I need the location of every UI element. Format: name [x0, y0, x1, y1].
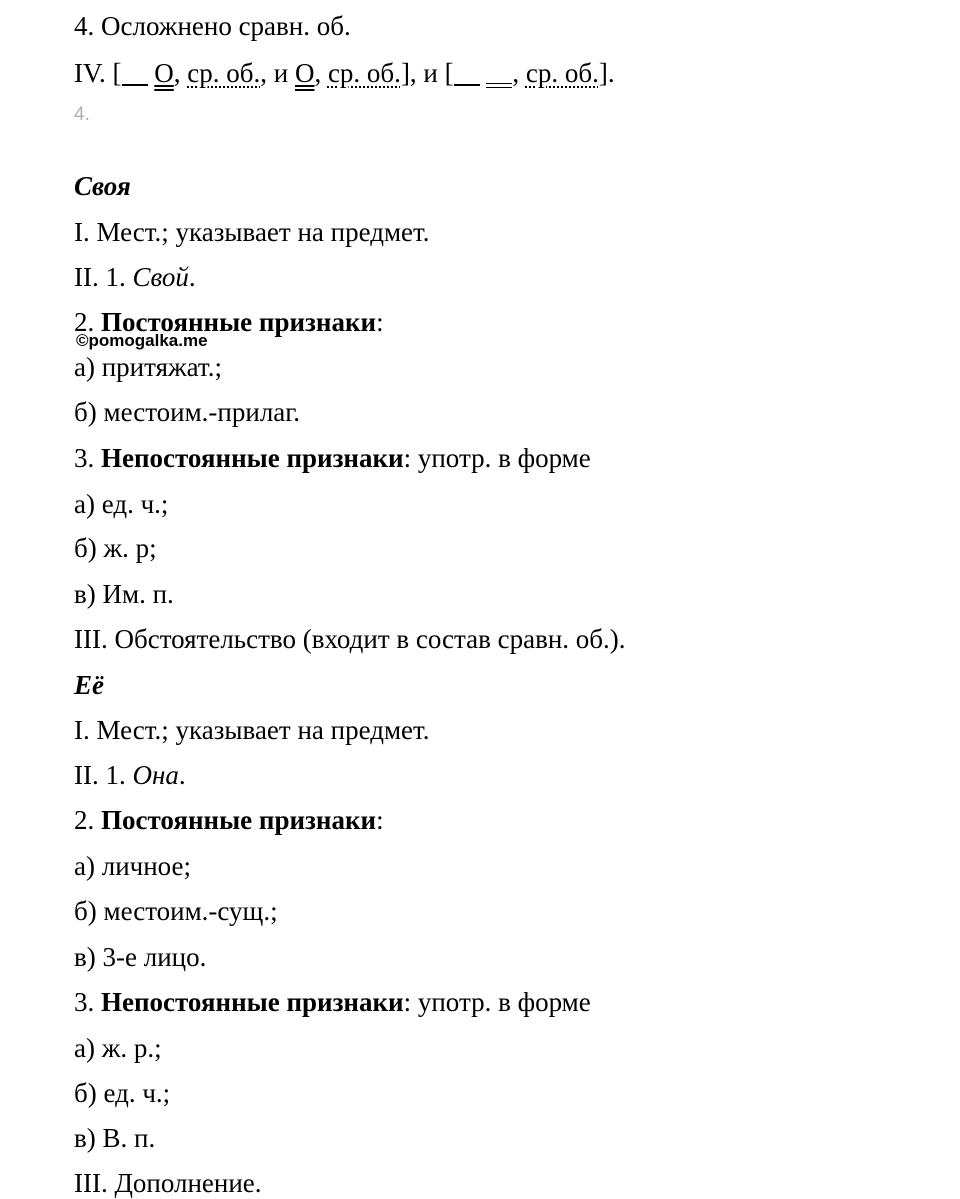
- subject-underline: [122, 84, 148, 86]
- text-part: :: [376, 307, 384, 337]
- watermark: ©pomogalka.me: [76, 331, 208, 350]
- text-line: а) притяжат.;: [74, 352, 222, 382]
- scheme-text: ,: [512, 58, 526, 88]
- sentence-scheme: [74, 57, 615, 89]
- text-line: в) Им. п.: [74, 579, 174, 609]
- text-line: [74, 804, 384, 836]
- text-line: а) ед. ч.;: [74, 489, 169, 519]
- text-line: в) В. п.: [74, 1123, 156, 1153]
- section-heading-svoya: Своя: [74, 171, 131, 201]
- subject-underline: [454, 84, 480, 86]
- text-part: : употр. в форме: [403, 987, 591, 1017]
- text-line: а) личное;: [74, 851, 191, 881]
- task-number: 4.: [74, 104, 90, 125]
- comparative-phrase-mark: ср. об.: [187, 58, 261, 88]
- scheme-text: ,: [173, 58, 188, 88]
- text-line: III. Обстоятельство (входит в состав сравн. об.).: [74, 624, 626, 654]
- text-part: .: [188, 262, 196, 292]
- predicate-underline: [486, 83, 512, 88]
- bold-term: Непостоянные признаки: [101, 443, 404, 473]
- text-part: II. 1.: [74, 760, 133, 790]
- text-line: б) ед. ч.;: [74, 1078, 171, 1108]
- bold-term: Постоянные признаки: [101, 805, 377, 835]
- scheme-text: [480, 58, 487, 88]
- text-line: в) 3-е лицо.: [74, 942, 207, 972]
- text-part: : употр. в форме: [403, 443, 591, 473]
- scheme-text: ], и [: [400, 58, 454, 88]
- scheme-text: ].: [598, 58, 615, 88]
- text-line: [74, 986, 591, 1018]
- initial-form: Она: [132, 760, 179, 790]
- predicate-mark: О: [294, 58, 315, 88]
- comparative-phrase-mark: ср. об.: [525, 58, 599, 88]
- text-line: [74, 759, 186, 791]
- predicate-mark: О: [154, 58, 174, 88]
- text-part: 3.: [74, 987, 101, 1017]
- comparative-phrase-mark: ср. об.: [327, 58, 401, 88]
- text-line: б) местоим.-сущ.;: [74, 896, 278, 926]
- text-part: 2.: [74, 805, 101, 835]
- text-line: [74, 261, 196, 293]
- text-part: :: [376, 805, 384, 835]
- text-line: б) ж. р;: [74, 533, 157, 563]
- bold-term: Постоянные признаки: [101, 307, 377, 337]
- text-part: 3.: [74, 443, 101, 473]
- scheme-text: ,: [314, 58, 328, 88]
- initial-form: Свой: [132, 262, 189, 292]
- text-part: II. 1.: [74, 262, 133, 292]
- text-line: 4. Осложнено сравн. об.: [74, 11, 351, 41]
- bold-term: Непостоянные признаки: [101, 987, 404, 1017]
- text-line: I. Мест.; указывает на предмет.: [74, 715, 430, 745]
- text-line: б) местоим.-прилаг.: [74, 397, 301, 427]
- text-part: .: [178, 760, 186, 790]
- text-line: I. Мест.; указывает на предмет.: [74, 217, 430, 247]
- text-line: [74, 442, 591, 474]
- text-line: III. Дополнение.: [74, 1168, 262, 1198]
- scheme-text: IV. [: [74, 58, 122, 88]
- text-part: 2.: [74, 307, 101, 337]
- text-line: а) ж. р.;: [74, 1033, 162, 1063]
- section-heading-ee: Её: [74, 670, 104, 700]
- scheme-text: , и: [260, 58, 295, 88]
